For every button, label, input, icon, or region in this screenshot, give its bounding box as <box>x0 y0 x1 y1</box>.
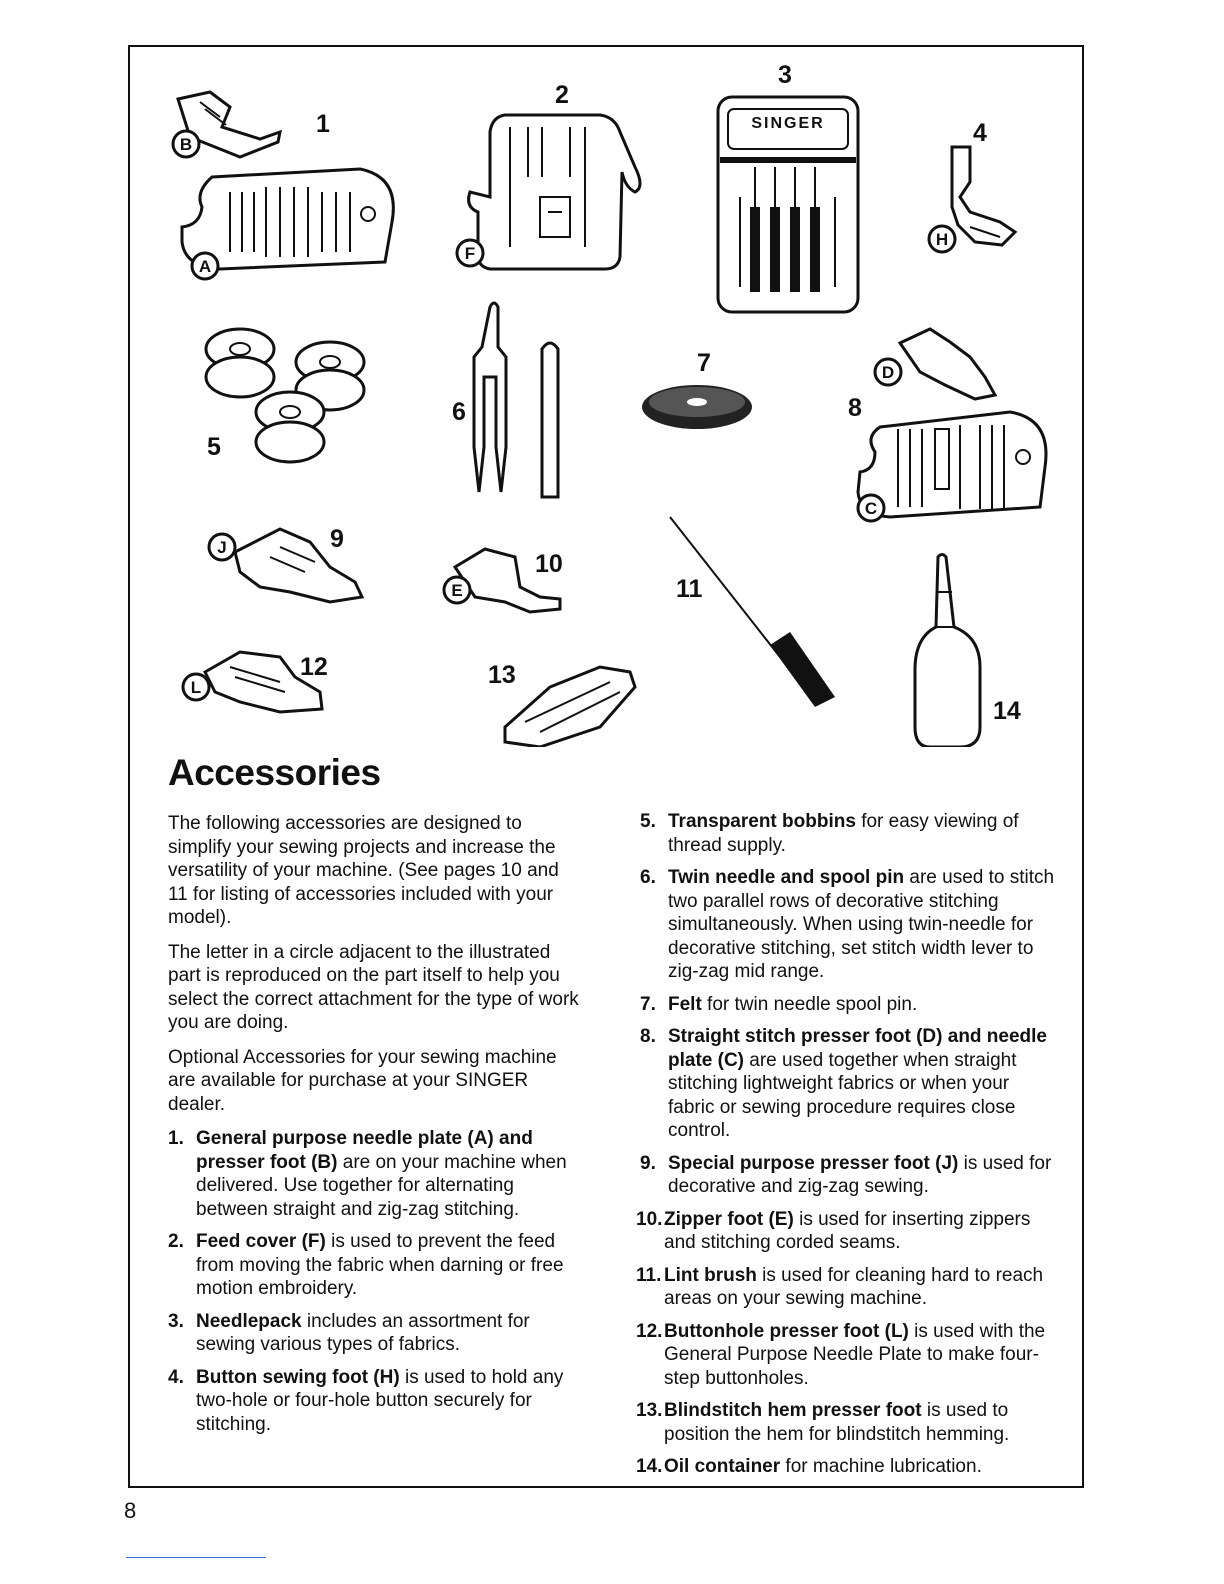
item-number-13: 13 <box>488 661 516 689</box>
list-item: 6. Twin needle and spool pin are used to stitch two parallel rows of decorative stitching simultaneously. When using twin-needle for decorative stitching, set stitch width lever to zig-zag mid range. <box>640 867 1055 982</box>
list-item: 7. Felt for twin needle spool pin. <box>640 993 918 1015</box>
needlepack-brand: SINGER <box>751 115 825 132</box>
list-item: 12. Buttonhole presser foot (L) is used with the General Purpose Needle Plate to make four-step buttonholes. <box>636 1320 1046 1389</box>
letter-c-label: C <box>864 499 878 518</box>
list-item: 8. Straight stitch presser foot (D) and needle plate (C) are used together when straight stitching lightweight fabrics or when your fabric or sewing procedure requires close control. <box>640 1026 1047 1141</box>
accessory-list-right <box>636 810 1060 1479</box>
list-item: 13. Blindstitch hem presser foot is used to position the hem for blindstitch hemming. <box>636 1400 1010 1445</box>
letter-b-label: B <box>179 135 193 154</box>
letter-f-label: F <box>464 244 476 263</box>
item-number-9: 9 <box>330 525 344 553</box>
accessories-illustration <box>130 47 1082 747</box>
letter-e-label: E <box>451 581 463 600</box>
item-number-6: 6 <box>452 398 466 426</box>
general-purpose-foot-and-plate <box>173 92 393 279</box>
item-number-14: 14 <box>993 697 1021 725</box>
item-number-5: 5 <box>207 433 221 461</box>
accessory-list-left <box>168 1127 582 1436</box>
twin-needle-and-spool-pin <box>474 303 558 497</box>
right-column <box>636 810 1060 1488</box>
intro-paragraph-1: The following accessories are designed to simplify your sewing projects and increase the versatility of your machine. (See pages 10 and 11 for listing of accessories included with your model). <box>168 813 559 928</box>
list-item: 10. Zipper foot (E) is used for inserting zippers and stitching corded seams. <box>636 1208 1031 1253</box>
footer-rule <box>126 1557 266 1558</box>
letter-a-label: A <box>198 257 212 276</box>
item-number-1: 1 <box>316 110 330 138</box>
item-number-3: 3 <box>778 61 792 89</box>
transparent-bobbins <box>206 329 364 462</box>
item-number-8: 8 <box>848 394 862 422</box>
button-sewing-foot <box>929 147 1015 252</box>
item-number-11: 11 <box>676 575 703 603</box>
list-item: 9. Special purpose presser foot (J) is used for decorative and zig-zag sewing. <box>640 1152 1052 1197</box>
item-number-10: 10 <box>535 550 563 578</box>
list-item: 4. Button sewing foot (H) is used to hold any two-hole or four-hole button securely for stitching. <box>168 1366 564 1435</box>
blindstitch-foot <box>505 667 635 747</box>
item-number-2: 2 <box>555 81 569 109</box>
page-title: Accessories <box>168 752 381 793</box>
intro-paragraph-2: The letter in a circle adjacent to the illustrated part is reproduced on the part itself to help you select the correct attachment for the type of work you are doing. <box>168 941 579 1033</box>
feed-cover <box>457 115 640 269</box>
item-number-7: 7 <box>697 349 711 377</box>
list-item: 11. Lint brush is used for cleaning hard to reach areas on your sewing machine. <box>636 1264 1044 1309</box>
list-item: 1. General purpose needle plate (A) and presser foot (B) are on your machine when delivered. Use together for alternating between straight and zig-zag stitching. <box>168 1128 567 1220</box>
list-item: 3. Needlepack includes an assortment for sewing various types of fabrics. <box>168 1310 530 1355</box>
letter-j-label: J <box>217 538 227 557</box>
letter-d-label: D <box>881 363 895 382</box>
list-item: 5. Transparent bobbins for easy viewing of thread supply. <box>640 811 1019 856</box>
item-number-4: 4 <box>973 119 987 147</box>
felt-disc <box>642 385 752 429</box>
intro-paragraph-3: Optional Accessories for your sewing machine are available for purchase at your SINGER dealer. <box>168 1046 557 1115</box>
letter-l-label: L <box>190 678 202 697</box>
page-number: 8 <box>124 1498 137 1523</box>
item-number-12: 12 <box>300 653 328 681</box>
oil-container <box>915 555 980 748</box>
needlepack <box>718 97 858 312</box>
straight-stitch-foot-and-plate <box>858 329 1046 521</box>
list-item: 14. Oil container for machine lubrication. <box>636 1456 982 1477</box>
lint-brush <box>670 517 835 707</box>
list-item: 2. Feed cover (F) is used to prevent the feed from moving the fabric when darning or free motion embroidery. <box>168 1231 564 1299</box>
left-column <box>168 812 582 1445</box>
letter-h-label: H <box>935 230 949 249</box>
